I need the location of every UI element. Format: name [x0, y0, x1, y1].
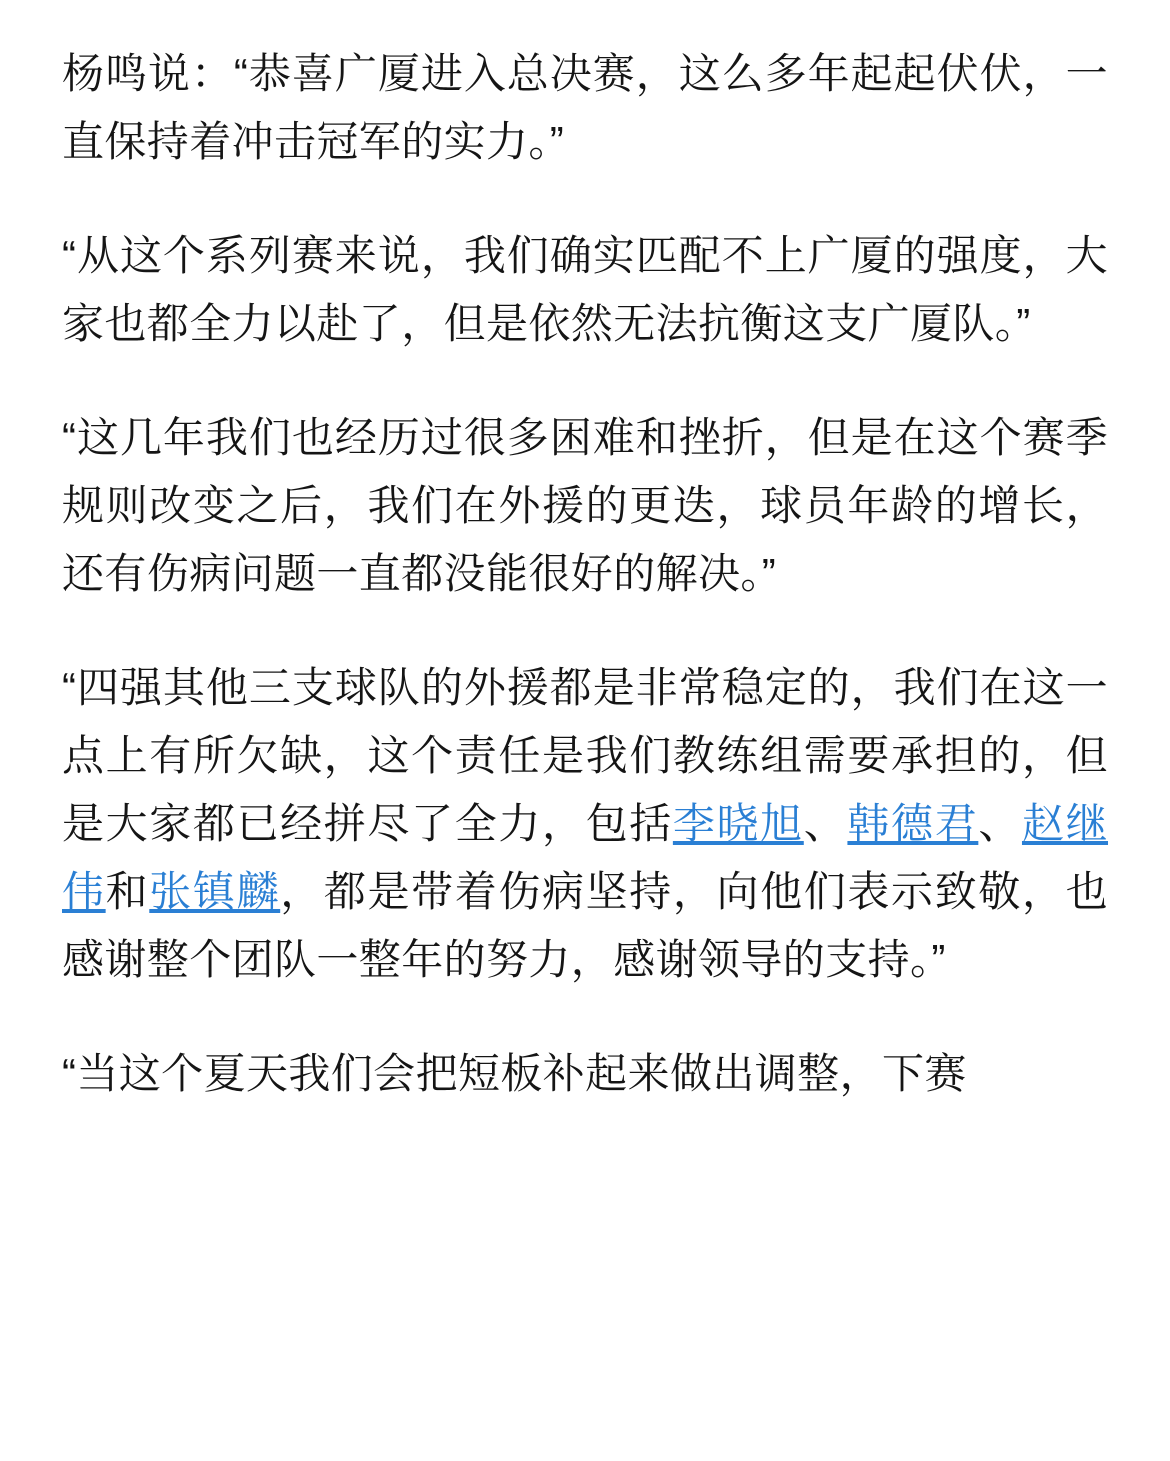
paragraph-4-suffix: ，都是带着伤病坚持，向他们表示致敬，也感谢整个团队一整年的努力，感谢领导的支持。” — [62, 868, 1108, 984]
paragraph-5: “当这个夏天我们会把短板补起来做出调整，下赛 — [62, 1050, 967, 1098]
paragraph-4-prefix: “四强其他三支球队的外援都是非常稳定的，我们在这一点上有所欠缺，这个责任是我们教练组需要承担的，但是大家都已经拼尽了全力，包括 — [62, 664, 1108, 848]
separator-1: 、 — [803, 800, 848, 848]
paragraph-4 — [62, 654, 1108, 994]
separator-2: 、 — [978, 800, 1022, 848]
paragraph-2: “从这个系列赛来说，我们确实匹配不上广厦的强度，大家也都全力以赴了，但是依然无法抗衡这支广厦队。” — [62, 232, 1108, 348]
paragraph-3: “这几年我们也经历过很多困难和挫折，但是在这个赛季规则改变之后，我们在外援的更迭，球员年龄的增长，还有伤病问题一直都没能很好的解决。” — [62, 414, 1108, 598]
paragraph-1: 杨鸣说：“恭喜广厦进入总决赛，这么多年起起伏伏，一直保持着冲击冠军的实力。” — [62, 50, 1108, 166]
player-link-zhao-jiwei[interactable]: 赵继伟 — [62, 800, 1109, 916]
player-link-han-dejun[interactable]: 韩德君 — [847, 800, 979, 848]
player-link-li-xiaoxu[interactable]: 李晓旭 — [672, 800, 804, 848]
player-link-zhang-zhenlin[interactable]: 张镇麟 — [149, 868, 281, 916]
separator-3: 和 — [105, 868, 150, 916]
